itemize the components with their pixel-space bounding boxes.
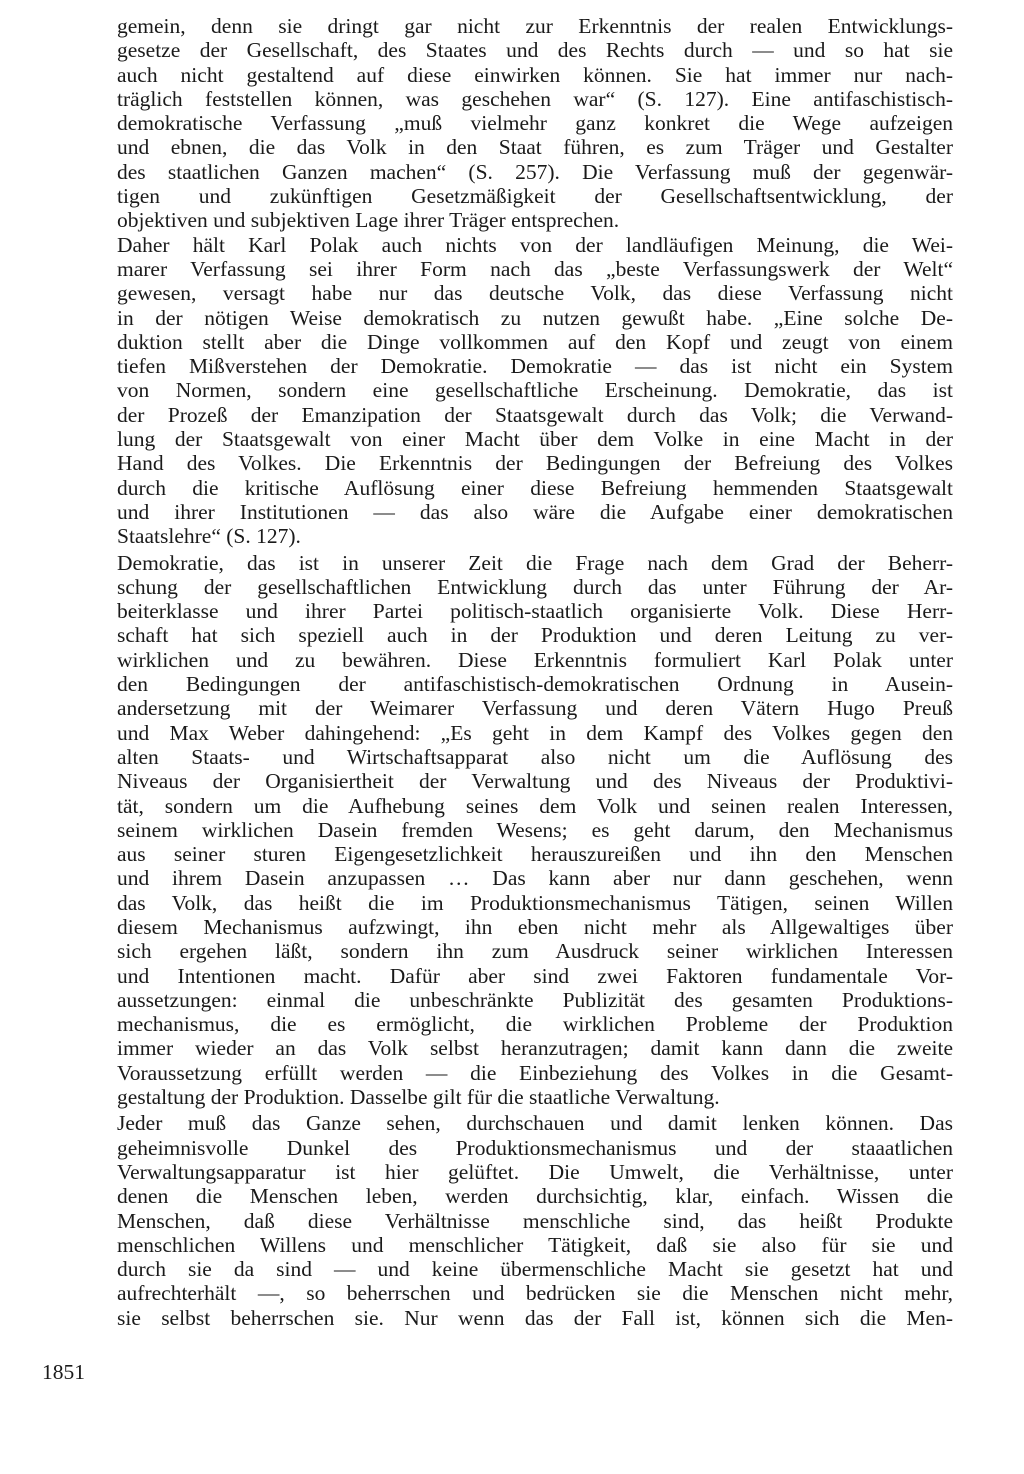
text-line: duktion stellt aber die Dinge vollkommen auf den Kopf und zeugt von einem bbox=[117, 329, 953, 354]
text-line: Demokratie, das ist in unserer Zeit die Frage nach dem Grad der Beherr- bbox=[117, 550, 953, 575]
text-line: schaft hat sich speziell auch in der Produktion und deren Leitung zu ver- bbox=[117, 623, 953, 648]
body-text bbox=[117, 14, 953, 1330]
text-line: Verwaltungsapparatur ist hier gelüftet. Die Umwelt, die Verhältnisse, unter bbox=[117, 1159, 953, 1184]
text-line: tät, sondern um die Aufhebung seines dem Volk und seinen realen Interessen, bbox=[117, 793, 953, 818]
text-line: Jeder muß das Ganze sehen, durchschauen und damit lenken können. Das bbox=[117, 1111, 953, 1136]
paragraph-2 bbox=[117, 233, 953, 549]
text-line: immer wieder an das Volk selbst heranzutragen; damit kann dann die zweite bbox=[117, 1036, 953, 1061]
text-line: der Prozeß der Emanzipation der Staatsgewalt durch das Volk; die Verwand- bbox=[117, 402, 953, 427]
text-line: seinem wirklichen Dasein fremden Wesens; es geht darum, den Mechanismus bbox=[117, 817, 953, 842]
text-line: lung der Staatsgewalt von einer Macht über dem Volke in eine Macht in der bbox=[117, 427, 953, 452]
text-line: Daher hält Karl Polak auch nichts von der landläufigen Meinung, die Wei- bbox=[117, 232, 953, 257]
text-line: durch sie da sind — und keine übermenschliche Macht sie gesetzt hat und bbox=[117, 1257, 953, 1282]
text-line: träglich feststellen können, was geschehen war“ (S. 127). Eine antifaschistisch- bbox=[117, 86, 953, 111]
text-line: gewesen, versagt habe nur das deutsche Volk, das diese Verfassung nicht bbox=[117, 281, 953, 306]
paragraph-3 bbox=[117, 551, 953, 1110]
text-line: diesem Mechanismus aufzwingt, ihn eben nicht mehr als Allgewaltiges über bbox=[117, 914, 953, 939]
text-line: gestaltung der Produktion. Dasselbe gilt für die staatliche Verwaltung. bbox=[117, 1085, 720, 1110]
text-line: demokratische Verfassung „muß vielmehr ganz konkret die Wege aufzeigen bbox=[117, 111, 953, 136]
text-line: und ihrem Dasein anzupassen … Das kann aber nur dann geschehen, wenn bbox=[117, 866, 953, 891]
text-line: Hand des Volkes. Die Erkenntnis der Bedingungen der Befreiung des Volkes bbox=[117, 451, 953, 476]
text-line: das Volk, das heißt die im Produktionsmechanismus Tätigen, seinen Willen bbox=[117, 890, 953, 915]
text-line: und Intentionen macht. Dafür aber sind zwei Faktoren fundamentale Vor- bbox=[117, 963, 953, 988]
text-line: objektiven und subjektiven Lage ihrer Träger entsprechen. bbox=[117, 208, 620, 233]
text-line: durch die kritische Auflösung einer diese Befreiung hemmenden Staatsgewalt bbox=[117, 475, 953, 500]
text-line: in der nötigen Weise demokratisch zu nutzen gewußt habe. „Eine solche De- bbox=[117, 305, 953, 330]
text-line: Voraussetzung erfüllt werden — die Einbeziehung des Volkes in die Gesamt- bbox=[117, 1060, 953, 1085]
text-line: des staatlichen Ganzen machen“ (S. 257). Die Verfassung muß der gegenwär- bbox=[117, 159, 953, 184]
text-line: alten Staats- und Wirtschaftsapparat also nicht um die Auflösung des bbox=[117, 744, 953, 769]
text-line: mechanismus, die es ermöglicht, die wirklichen Probleme der Produktion bbox=[117, 1012, 953, 1037]
text-line: aufrechterhält —, so beherrschen und bedrücken sie die Menschen nicht mehr, bbox=[117, 1281, 953, 1306]
text-line: tigen und zukünftigen Gesetzmäßigkeit der Gesellschaftsentwicklung, der bbox=[117, 184, 953, 209]
paragraph-4 bbox=[117, 1111, 953, 1330]
text-line: aussetzungen: einmal die unbeschränkte Publizität des gesamten Produktions- bbox=[117, 987, 953, 1012]
text-line: beiterklasse und ihrer Partei politisch-staatlich organisierte Volk. Diese Herr- bbox=[117, 599, 953, 624]
text-line: sich ergehen läßt, sondern ihn zum Ausdruck seiner wirklichen Interessen bbox=[117, 939, 953, 964]
text-line: menschlichen Willens und menschlicher Tätigkeit, daß sie also für sie und bbox=[117, 1232, 953, 1257]
text-line: auch nicht gestaltend auf diese einwirken können. Sie hat immer nur nach- bbox=[117, 62, 953, 87]
text-line: von Normen, sondern eine gesellschaftliche Erscheinung. Demokratie, das ist bbox=[117, 378, 953, 403]
text-line: tiefen Mißverstehen der Demokratie. Demokratie — das ist nicht ein System bbox=[117, 354, 953, 379]
text-line: geheimnisvolle Dunkel des Produktionsmechanismus und der staaatlichen bbox=[117, 1135, 953, 1160]
text-line: und Max Weber dahingehend: „Es geht in dem Kampf des Volkes gegen den bbox=[117, 720, 953, 745]
text-line: gesetze der Gesellschaft, des Staates und des Rechts durch — und so hat sie bbox=[117, 38, 953, 63]
text-line: sie selbst beherrschen sie. Nur wenn das der Fall ist, können sich die Men- bbox=[117, 1305, 953, 1330]
text-line: und ihrer Institutionen — das also wäre die Aufgabe einer demokratischen bbox=[117, 499, 953, 524]
text-line: denen die Menschen leben, werden durchsichtig, klar, einfach. Wissen die bbox=[117, 1184, 953, 1209]
text-line: Menschen, daß diese Verhältnisse menschliche sind, das heißt Produkte bbox=[117, 1208, 953, 1233]
page-number: 1851 bbox=[42, 1360, 85, 1384]
text-line: aus seiner sturen Eigengesetzlichkeit herauszureißen und ihn den Menschen bbox=[117, 842, 953, 867]
paragraph-1 bbox=[117, 14, 953, 233]
text-line: Niveaus der Organisiertheit der Verwaltung und des Niveaus der Produktivi- bbox=[117, 769, 953, 794]
text-line: Staatslehre“ (S. 127). bbox=[117, 524, 301, 549]
text-line: andersetzung mit der Weimarer Verfassung und deren Vätern Hugo Preuß bbox=[117, 696, 953, 721]
text-line: schung der gesellschaftlichen Entwicklung durch das unter Führung der Ar- bbox=[117, 574, 953, 599]
text-line: und ebnen, die das Volk in den Staat führen, es zum Träger und Gestalter bbox=[117, 135, 953, 160]
text-line: gemein, denn sie dringt gar nicht zur Erkenntnis der realen Entwicklungs- bbox=[117, 14, 953, 38]
text-line: wirklichen und zu bewähren. Diese Erkenntnis formuliert Karl Polak unter bbox=[117, 647, 953, 672]
text-line: marer Verfassung sei ihrer Form nach das „beste Verfassungswerk der Welt“ bbox=[117, 256, 953, 281]
text-line: den Bedingungen der antifaschistisch-demokratischen Ordnung in Ausein- bbox=[117, 672, 953, 697]
